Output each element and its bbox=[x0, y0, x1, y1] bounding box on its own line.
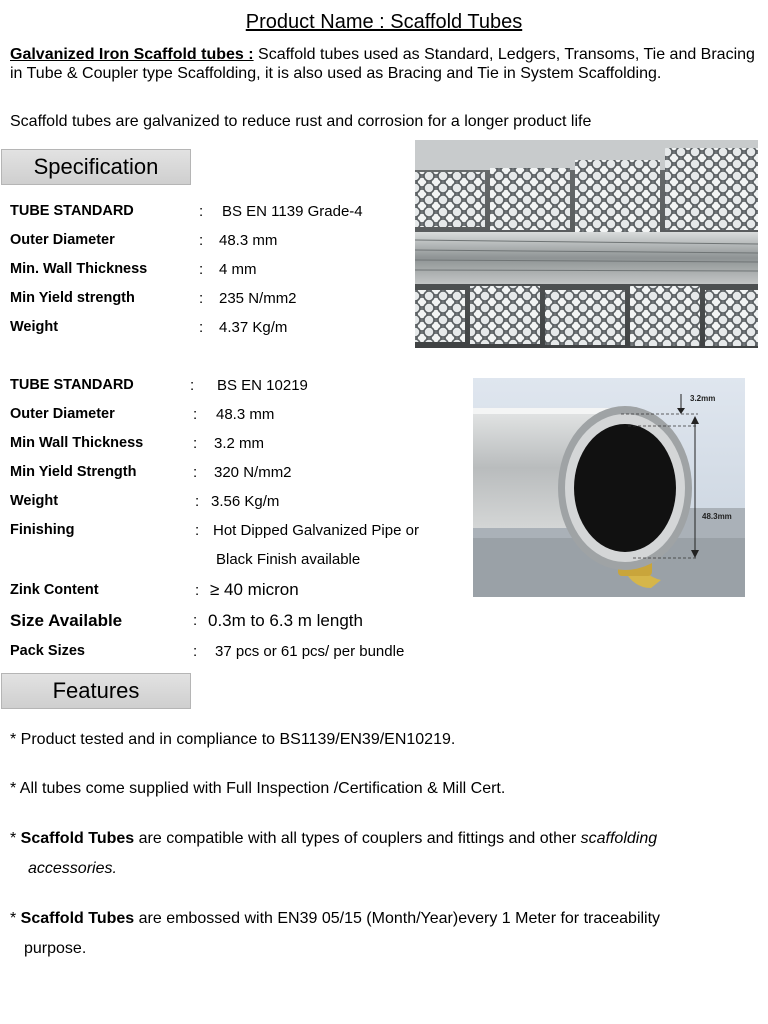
spec1-value: 235 N/mm2 bbox=[219, 290, 297, 307]
feature-bullet: * bbox=[10, 910, 21, 927]
spec1-value: 4 mm bbox=[219, 261, 257, 278]
spec1-label: TUBE STANDARD bbox=[10, 203, 134, 219]
spec1-label: Min Yield strength bbox=[10, 290, 135, 306]
feature-bold: Scaffold Tubes bbox=[20, 830, 135, 847]
feature-item bbox=[10, 904, 760, 964]
spec2-label: Min Yield Strength bbox=[10, 464, 137, 480]
specification-heading: Specification bbox=[1, 149, 191, 185]
feature-text-continued: purpose. bbox=[24, 940, 87, 957]
page-title: Product Name : Scaffold Tubes bbox=[245, 11, 523, 33]
spec2-value: 48.3 mm bbox=[216, 406, 275, 423]
spec2-colon: : bbox=[193, 435, 198, 452]
spec2-label: Min Wall Thickness bbox=[10, 435, 144, 451]
feature-italic-continued: accessories. bbox=[28, 860, 117, 877]
spec2-label: TUBE STANDARD bbox=[10, 377, 134, 393]
tube-cross-section-diagram bbox=[473, 378, 745, 597]
feature-bold: Scaffold Tubes bbox=[20, 910, 135, 927]
spec2-label: Pack Sizes bbox=[10, 643, 85, 659]
spec2-value: ≥ 40 micron bbox=[210, 580, 299, 599]
diameter-label: 48.3mm bbox=[702, 512, 732, 521]
spec2-label: Zink Content bbox=[10, 582, 99, 598]
spec2-colon: : bbox=[193, 464, 198, 481]
spec1-colon: : bbox=[199, 261, 204, 278]
feature-text: are compatible with all types of couplers and fittings and other bbox=[134, 830, 581, 847]
spec1-label: Weight bbox=[10, 319, 59, 335]
spec2-label: Outer Diameter bbox=[10, 406, 115, 422]
feature-bullet: * bbox=[10, 830, 21, 847]
spec2-value-continued: Black Finish available bbox=[216, 551, 361, 568]
spec1-colon: : bbox=[199, 203, 204, 220]
spec2-label: Size Available bbox=[10, 611, 123, 630]
feature-text: are embossed with EN39 05/15 (Month/Year)every 1 Meter for traceability bbox=[134, 910, 661, 927]
spec1-colon: : bbox=[199, 232, 204, 249]
spec1-value: BS EN 1139 Grade-4 bbox=[222, 203, 363, 220]
spec1-label: Outer Diameter bbox=[10, 232, 115, 248]
spec2-colon: : bbox=[193, 612, 198, 629]
spec2-value: BS EN 10219 bbox=[217, 377, 308, 394]
spec2-label: Finishing bbox=[10, 522, 75, 538]
spec2-colon: : bbox=[195, 582, 200, 599]
feature-italic: scaffolding bbox=[580, 830, 658, 847]
spec1-value: 48.3 mm bbox=[219, 232, 278, 249]
spec2-value: 37 pcs or 61 pcs/ per bundle bbox=[215, 643, 405, 660]
spec2-colon: : bbox=[195, 522, 200, 539]
features-heading: Features bbox=[1, 673, 191, 709]
intro-line-2: Scaffold tubes are galvanized to reduce rust and corrosion for a longer product life bbox=[10, 113, 592, 130]
spec1-colon: : bbox=[199, 290, 204, 307]
feature-item: * All tubes come supplied with Full Inspection /Certification & Mill Cert. bbox=[10, 780, 506, 797]
thickness-label: 3.2mm bbox=[690, 394, 716, 403]
intro-bold: Galvanized Iron Scaffold tubes : bbox=[10, 46, 254, 63]
intro-text: Scaffold tubes used as Standard, Ledgers, Transoms, Tie and Bracing in Tube & Coupler type Scaffolding, it is also used as Bracing and Tie in System Scaffolding. bbox=[10, 46, 755, 82]
spec2-value: 3.56 Kg/m bbox=[211, 493, 280, 510]
spec2-colon: : bbox=[195, 493, 200, 510]
spec2-colon: : bbox=[193, 406, 198, 423]
feature-item: * Product tested and in compliance to BS1139/EN39/EN10219. bbox=[10, 731, 456, 748]
spec2-label: Weight bbox=[10, 493, 59, 509]
spec2-colon: : bbox=[190, 377, 195, 394]
spec2-value: 3.2 mm bbox=[214, 435, 265, 452]
spec1-value: 4.37 Kg/m bbox=[219, 319, 288, 336]
spec2-value: 0.3m to 6.3 m length bbox=[208, 611, 363, 630]
spec2-colon: : bbox=[193, 643, 198, 660]
spec2-value: Hot Dipped Galvanized Pipe or bbox=[213, 522, 419, 539]
tube-bundle-photo bbox=[415, 140, 758, 348]
spec1-colon: : bbox=[199, 319, 204, 336]
feature-item bbox=[10, 824, 760, 884]
intro-paragraph bbox=[10, 45, 758, 83]
spec1-label: Min. Wall Thickness bbox=[10, 261, 148, 277]
spec2-value: 320 N/mm2 bbox=[214, 464, 292, 481]
